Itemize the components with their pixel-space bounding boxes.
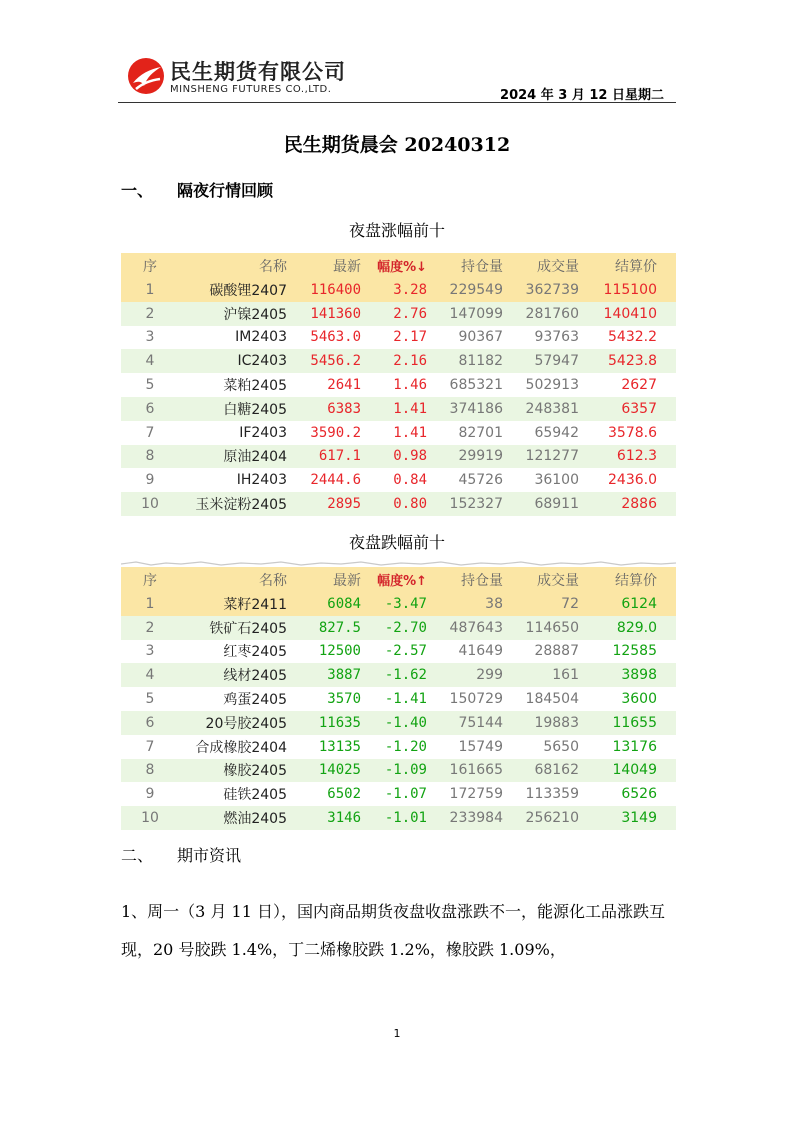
cell-volume: 57947 xyxy=(534,353,579,370)
cell-volume: 121277 xyxy=(525,448,579,465)
cell-volume: 281760 xyxy=(525,305,579,322)
cell-change: 2.16 xyxy=(393,353,427,370)
cell-open-interest: 38 xyxy=(485,595,503,612)
cell-open-interest: 81182 xyxy=(458,353,503,370)
cell-name: 玉米淀粉2405 xyxy=(195,497,287,514)
cell-settle: 829.0 xyxy=(616,619,657,636)
cell-settle: 3149 xyxy=(621,810,657,827)
cell-volume: 68911 xyxy=(534,496,579,513)
cell-name: 原油2404 xyxy=(223,449,287,466)
section-heading-2 xyxy=(121,843,241,866)
col-header-settle[interactable]: 结算价 xyxy=(615,572,657,589)
cell-open-interest: 15749 xyxy=(458,738,503,755)
company-name-cn: 民生期货有限公司 xyxy=(170,60,346,84)
cell-volume: 256210 xyxy=(525,810,579,827)
table-row[interactable] xyxy=(121,326,676,350)
losers-table-title: 夜盘跌幅前十 xyxy=(348,533,445,552)
cell-volume: 248381 xyxy=(525,400,579,417)
cell-open-interest: 75144 xyxy=(458,714,503,731)
cell-seq: 4 xyxy=(145,667,155,684)
cell-seq: 9 xyxy=(145,472,155,489)
cell-change: 1.41 xyxy=(393,424,427,441)
cell-last: 2641 xyxy=(327,377,361,394)
page-number: 1 xyxy=(393,1027,401,1040)
cell-seq: 4 xyxy=(145,353,155,370)
cell-name: 沪镍2405 xyxy=(223,306,287,323)
cell-seq: 7 xyxy=(145,424,155,441)
cell-volume: 5650 xyxy=(543,738,579,755)
news-paragraph: 1、周一（3 月 11 日），国内商品期货夜盘收盘涨跌不一，能源化工品涨跌互现，20 号胶跌 1.4%，丁二烯橡胶跌 1.2%，橡胶跌 1.09%， xyxy=(121,902,665,959)
cell-settle: 6526 xyxy=(621,786,657,803)
cell-settle: 115100 xyxy=(603,281,657,298)
cell-name: 合成橡胶2404 xyxy=(195,739,287,756)
cell-seq: 6 xyxy=(145,400,155,417)
cell-volume: 113359 xyxy=(525,786,579,803)
cell-name: 碳酸锂2407 xyxy=(209,282,287,299)
cell-last: 13135 xyxy=(318,738,361,755)
cell-name: 白糖2405 xyxy=(223,401,287,418)
cell-last: 116400 xyxy=(310,281,361,298)
table-row[interactable] xyxy=(121,445,676,469)
cell-seq: 9 xyxy=(145,786,155,803)
gainers-table xyxy=(121,253,676,516)
losers-table xyxy=(121,567,676,830)
cell-seq: 8 xyxy=(145,448,155,465)
table-row[interactable] xyxy=(121,302,676,326)
table-row[interactable] xyxy=(121,373,676,397)
table-row[interactable] xyxy=(121,616,676,640)
cell-last: 3590.2 xyxy=(310,424,361,441)
cell-change: -3.47 xyxy=(384,595,427,612)
cell-volume: 68162 xyxy=(534,762,579,779)
cell-last: 5463.0 xyxy=(310,329,361,346)
cell-last: 6084 xyxy=(327,595,361,612)
cell-change: -1.01 xyxy=(384,810,427,827)
cell-last: 14025 xyxy=(318,762,361,779)
cell-change: 1.46 xyxy=(393,377,427,394)
table-row[interactable] xyxy=(121,711,676,735)
cell-volume: 161 xyxy=(552,667,579,684)
cell-last: 5456.2 xyxy=(310,353,361,370)
cell-settle: 3898 xyxy=(621,667,657,684)
table-row[interactable] xyxy=(121,397,676,421)
cell-last: 3570 xyxy=(327,691,361,708)
col-header-seq[interactable]: 序 xyxy=(143,572,157,589)
cell-name: 铁矿石2405 xyxy=(209,620,287,637)
table-row[interactable] xyxy=(121,782,676,806)
cell-settle: 5423.8 xyxy=(608,353,657,370)
cell-name: IH2403 xyxy=(236,472,287,489)
section-label: 隔夜行情回顾 xyxy=(177,181,274,200)
table-row[interactable] xyxy=(121,592,676,616)
cell-open-interest: 150729 xyxy=(449,691,503,708)
section-heading-1 xyxy=(121,178,273,201)
cell-seq: 1 xyxy=(145,595,155,612)
cell-open-interest: 172759 xyxy=(449,786,503,803)
table-row[interactable] xyxy=(121,492,676,516)
cell-name: IC2403 xyxy=(237,353,287,370)
cell-last: 3887 xyxy=(327,667,361,684)
cell-change: -1.20 xyxy=(384,738,427,755)
cell-open-interest: 45726 xyxy=(458,472,503,489)
table-header-row xyxy=(121,253,676,278)
company-name-en: MINSHENG FUTURES CO.,LTD. xyxy=(170,84,332,95)
cell-name: 菜粕2405 xyxy=(223,378,287,395)
cell-change: 0.84 xyxy=(393,472,427,489)
cell-open-interest: 29919 xyxy=(458,448,503,465)
cell-seq: 3 xyxy=(145,329,155,346)
cell-open-interest: 374186 xyxy=(449,400,503,417)
cell-last: 11635 xyxy=(318,714,361,731)
cell-last: 6502 xyxy=(327,786,361,803)
cell-seq: 5 xyxy=(145,691,155,708)
cell-settle: 11655 xyxy=(612,714,657,731)
company-logo-icon xyxy=(126,56,166,96)
cell-last: 6383 xyxy=(327,400,361,417)
cell-settle: 6357 xyxy=(621,400,657,417)
table-row[interactable] xyxy=(121,663,676,687)
cell-change: 3.28 xyxy=(393,281,427,298)
col-header-open-interest[interactable]: 持仓量 xyxy=(461,258,503,275)
cell-seq: 1 xyxy=(145,281,155,298)
cell-change: -1.40 xyxy=(384,714,427,731)
cell-name: 菜籽2411 xyxy=(223,596,287,613)
cell-settle: 6124 xyxy=(621,595,657,612)
cell-change: 2.76 xyxy=(393,305,427,322)
cell-open-interest: 487643 xyxy=(449,619,503,636)
cell-settle: 2627 xyxy=(621,377,657,394)
table-row[interactable] xyxy=(121,468,676,492)
col-header-volume[interactable]: 成交量 xyxy=(537,258,579,275)
cell-seq: 2 xyxy=(145,305,155,322)
cell-settle: 2886 xyxy=(621,496,657,513)
page-title: 民生期货晨会 20240312 xyxy=(283,134,511,156)
col-header-open-interest[interactable]: 持仓量 xyxy=(461,572,503,589)
cell-open-interest: 299 xyxy=(476,667,503,684)
cell-volume: 362739 xyxy=(525,281,579,298)
cell-open-interest: 229549 xyxy=(449,281,503,298)
gainers-table-title: 夜盘涨幅前十 xyxy=(348,221,445,240)
cell-volume: 93763 xyxy=(534,329,579,346)
cell-name: IF2403 xyxy=(239,424,287,441)
cell-change: -2.70 xyxy=(384,619,427,636)
cell-name: 红枣2405 xyxy=(223,644,287,661)
cell-settle: 14049 xyxy=(612,762,657,779)
cell-seq: 6 xyxy=(145,714,155,731)
header-date: 2024 年 3 月 12 日星期二 xyxy=(500,88,664,103)
table-row[interactable] xyxy=(121,806,676,830)
col-header-volume[interactable]: 成交量 xyxy=(537,572,579,589)
table-row[interactable] xyxy=(121,759,676,783)
cell-name: 硅铁2405 xyxy=(223,787,287,804)
cell-settle: 13176 xyxy=(612,738,657,755)
col-header-last[interactable]: 最新 xyxy=(333,572,361,589)
cell-settle: 140410 xyxy=(603,305,657,322)
col-header-settle[interactable]: 结算价 xyxy=(615,258,657,275)
cell-change: 0.98 xyxy=(393,448,427,465)
table-header-row xyxy=(121,567,676,592)
cell-seq: 10 xyxy=(141,496,159,513)
cell-name: 20号胶2405 xyxy=(205,715,287,732)
cell-change: 2.17 xyxy=(393,329,427,346)
cell-volume: 184504 xyxy=(525,691,579,708)
col-header-seq[interactable]: 序 xyxy=(143,258,157,275)
cell-volume: 114650 xyxy=(525,619,579,636)
header-divider xyxy=(118,102,676,103)
cell-seq: 2 xyxy=(145,619,155,636)
cell-open-interest: 90367 xyxy=(458,329,503,346)
cell-last: 3146 xyxy=(327,810,361,827)
cell-last: 12500 xyxy=(318,643,361,660)
cell-change: -1.41 xyxy=(384,691,427,708)
cell-last: 2444.6 xyxy=(310,472,361,489)
cell-name: 燃油2405 xyxy=(223,811,287,828)
cell-seq: 8 xyxy=(145,762,155,779)
cell-settle: 5432.2 xyxy=(608,329,657,346)
table-row[interactable] xyxy=(121,421,676,445)
cell-seq: 10 xyxy=(141,810,159,827)
col-header-last[interactable]: 最新 xyxy=(333,258,361,275)
cell-change: 1.41 xyxy=(393,400,427,417)
cell-volume: 502913 xyxy=(525,377,579,394)
table-row[interactable] xyxy=(121,687,676,711)
table-row[interactable] xyxy=(121,349,676,373)
col-header-change[interactable]: 幅度%↑ xyxy=(377,574,427,589)
page-header xyxy=(118,52,676,104)
col-header-name[interactable]: 名称 xyxy=(259,572,287,589)
cell-change: -1.62 xyxy=(384,667,427,684)
cell-last: 617.1 xyxy=(318,448,361,465)
table-row[interactable] xyxy=(121,735,676,759)
cell-open-interest: 233984 xyxy=(449,810,503,827)
cell-volume: 36100 xyxy=(534,472,579,489)
cell-seq: 7 xyxy=(145,738,155,755)
cell-change: -1.09 xyxy=(384,762,427,779)
cell-change: 0.80 xyxy=(393,496,427,513)
cell-open-interest: 41649 xyxy=(458,643,503,660)
cell-volume: 72 xyxy=(561,595,579,612)
cell-last: 141360 xyxy=(310,305,361,322)
cell-volume: 19883 xyxy=(534,714,579,731)
cell-last: 2895 xyxy=(327,496,361,513)
cell-seq: 3 xyxy=(145,643,155,660)
cell-open-interest: 161665 xyxy=(449,762,503,779)
section-label: 期市资讯 xyxy=(177,846,242,865)
table-row[interactable] xyxy=(121,640,676,664)
cell-name: 鸡蛋2405 xyxy=(223,692,287,709)
cell-name: IM2403 xyxy=(235,329,287,346)
cell-settle: 612.3 xyxy=(616,448,657,465)
cell-name: 橡胶2405 xyxy=(223,763,287,780)
col-header-change[interactable]: 幅度%↓ xyxy=(377,260,427,275)
cell-change: -2.57 xyxy=(384,643,427,660)
table-row[interactable] xyxy=(121,278,676,302)
cell-seq: 5 xyxy=(145,377,155,394)
col-header-name[interactable]: 名称 xyxy=(259,258,287,275)
cell-settle: 12585 xyxy=(612,643,657,660)
cell-settle: 3600 xyxy=(621,691,657,708)
cell-change: -1.07 xyxy=(384,786,427,803)
cell-settle: 3578.6 xyxy=(608,424,657,441)
cell-open-interest: 685321 xyxy=(449,377,503,394)
cell-open-interest: 152327 xyxy=(449,496,503,513)
cell-last: 827.5 xyxy=(318,619,361,636)
section-number: 一、 xyxy=(121,181,154,200)
cell-open-interest: 82701 xyxy=(458,424,503,441)
cell-settle: 2436.0 xyxy=(608,472,657,489)
section-number: 二、 xyxy=(121,846,154,865)
cell-volume: 65942 xyxy=(534,424,579,441)
cell-name: 线材2405 xyxy=(223,668,287,685)
cell-volume: 28887 xyxy=(534,643,579,660)
cell-open-interest: 147099 xyxy=(449,305,503,322)
